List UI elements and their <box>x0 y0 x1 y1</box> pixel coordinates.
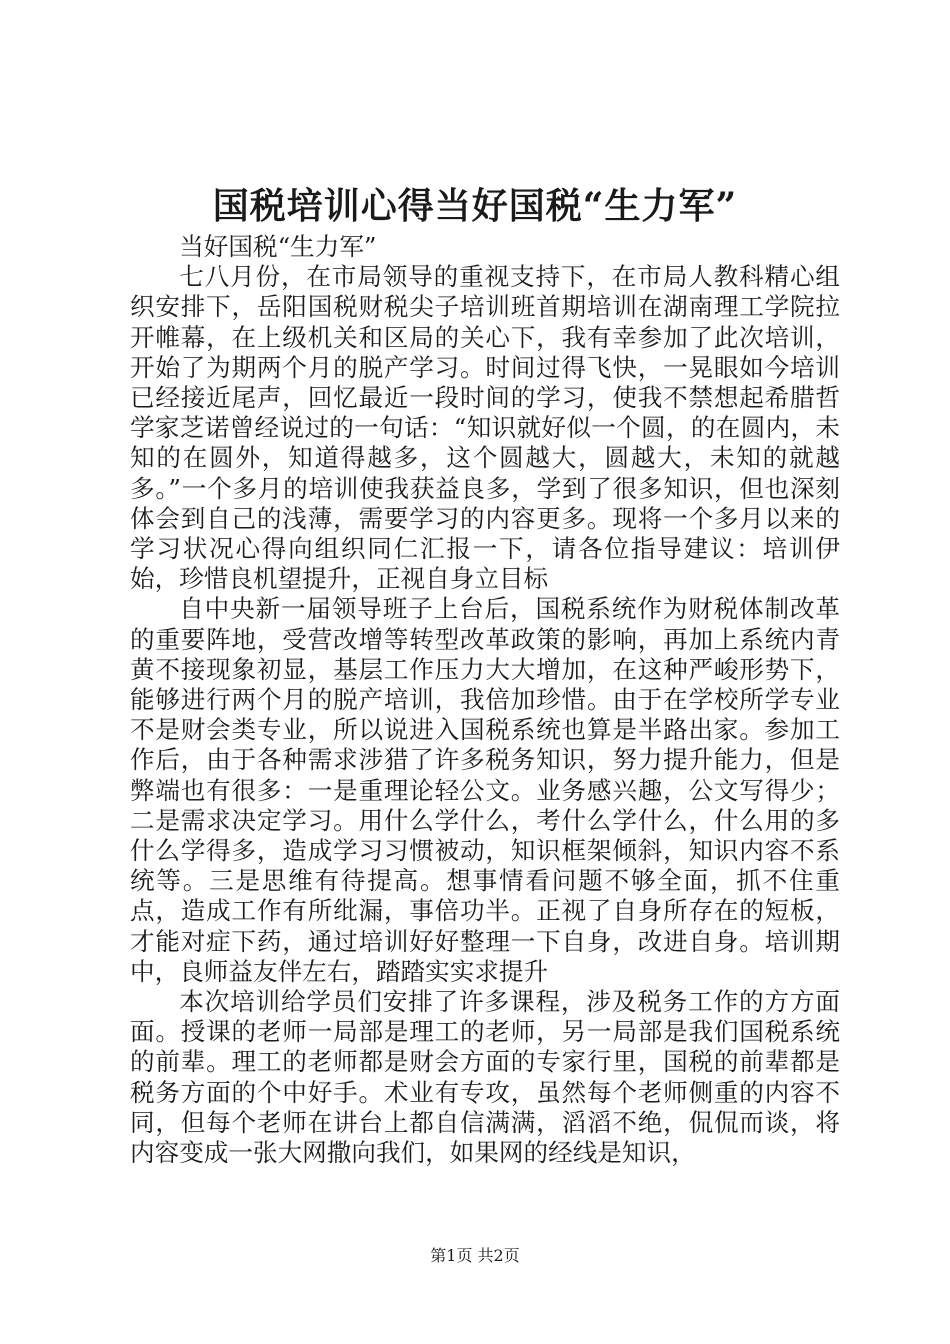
document-body <box>130 232 840 1168</box>
paragraph: 自中央新一届领导班子上台后，国税系统作为财税体制改革的重要阵地，受营改增等转型改革政策的影响，再加上系统内青黄不接现象初显，基层工作压力大大增加，在这种严峻形势下，能够进行两个月的脱产培训，我倍加珍惜。由于在学校所学专业不是财会类专业，所以说进入国税系统也算是半路出家。参加工作后，由于各种需求涉猎了许多税务知识，努力提升能力，但是弊端也有很多：一是重理论轻公文。业务感兴趣，公文写得少；二是需求决定学习。用什么学什么，考什么学什么，什么用的多什么学得多，造成学习习惯被动，知识框架倾斜，知识内容不系统等。三是思维有待提高。想事情看问题不够全面，抓不住重点，造成工作有所纰漏，事倍功半。正视了自身所存在的短板，才能对症下药，通过培训好好整理一下自身，改进自身。培训期中，良师益友伴左右，踏踏实实求提升 <box>130 594 840 986</box>
paragraph: 本次培训给学员们安排了许多课程，涉及税务工作的方方面面。授课的老师一局部是理工的老师，另一局部是我们国税系统的前辈。理工的老师都是财会方面的专家行里，国税的前辈都是税务方面的个中好手。术业有专攻，虽然每个老师侧重的内容不同，但每个老师在讲台上都自信满满，滔滔不绝，侃侃而谈，将内容变成一张大网撒向我们，如果网的经线是知识， <box>130 987 840 1168</box>
paragraph: 七八月份，在市局领导的重视支持下，在市局人教科精心组织安排下，岳阳国税财税尖子培训班首期培训在湖南理工学院拉开帷幕，在上级机关和区局的关心下，我有幸参加了此次培训，开始了为期两个月的脱产学习。时间过得飞快，一晃眼如今培训已经接近尾声，回忆最近一段时间的学习，使我不禁想起希腊哲学家芝诺曾经说过的一句话：“知识就好似一个圆，的在圆内，未知的在圆外，知道得越多，这个圆越大，圆越大，未知的就越多。”一个多月的培训使我获益良多，学到了很多知识，但也深刻体会到自己的浅薄，需要学习的内容更多。现将一个多月以来的学习状况心得向组织同仁汇报一下，请各位指导建议：培训伊始，珍惜良机望提升，正视自身立目标 <box>130 262 840 594</box>
paragraph: 当好国税“生力军” <box>179 232 377 261</box>
page-number-footer: 第1页 共2页 <box>430 1246 520 1265</box>
document-title: 国税培训心得当好国税“生力军” <box>212 185 738 227</box>
